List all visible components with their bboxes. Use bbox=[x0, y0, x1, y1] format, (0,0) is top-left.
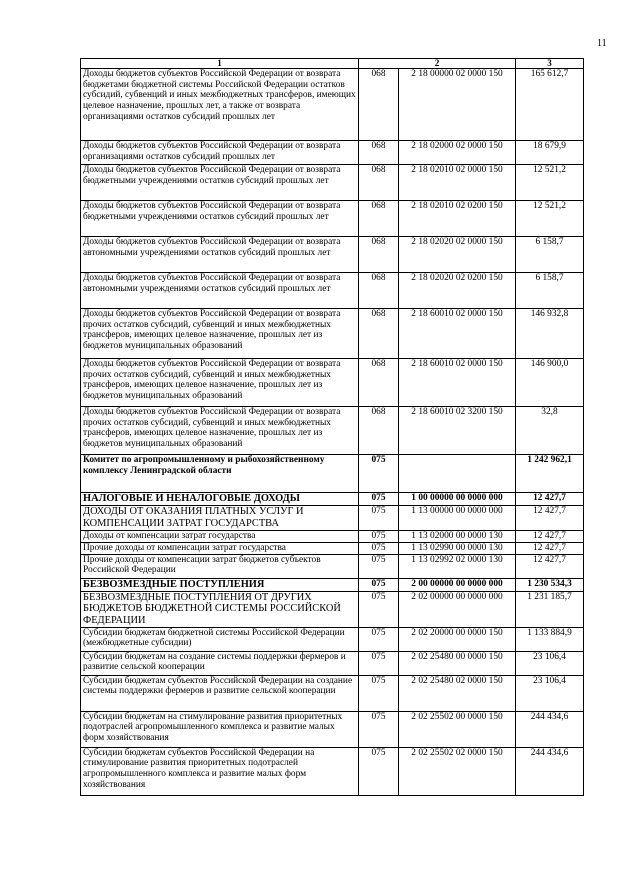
row-amount: 146 932,8 bbox=[516, 309, 584, 359]
row-amount: 12 427,7 bbox=[516, 505, 584, 530]
row-admin-code: 068 bbox=[359, 273, 399, 309]
row-name: Доходы бюджетов субъектов Российской Федерации от возврата прочих остатков субсидий, субвенций и иных межбюджетных трансферов, имеющих целевое назначение, прошлых лет из бюджетов муниципальных образований bbox=[81, 359, 359, 407]
row-classification-code: 1 13 02990 00 0000 130 bbox=[399, 542, 516, 554]
row-amount: 12 427,7 bbox=[516, 493, 584, 506]
table-row bbox=[81, 554, 584, 578]
row-name: Доходы бюджетов субъектов Российской Федерации от возврата автономными учреждениями остатков субсидий прошлых лет bbox=[81, 273, 359, 309]
table-row bbox=[81, 273, 584, 309]
row-amount: 18 679,9 bbox=[516, 141, 584, 165]
table-header-row bbox=[81, 59, 584, 69]
table-row bbox=[81, 591, 584, 627]
row-classification-code: 2 18 02020 02 0200 150 bbox=[399, 273, 516, 309]
header-col-2: 2 bbox=[359, 59, 516, 69]
row-amount: 1 242 962,1 bbox=[516, 455, 584, 493]
row-name: БЕЗВОЗМЕЗДНЫЕ ПОСТУПЛЕНИЯ bbox=[81, 578, 359, 591]
row-amount: 23 106,4 bbox=[516, 651, 584, 675]
row-name: Доходы от компенсации затрат государства bbox=[81, 530, 359, 542]
row-name: БЕЗВОЗМЕЗДНЫЕ ПОСТУПЛЕНИЯ ОТ ДРУГИХ БЮДЖЕТОВ БЮДЖЕТНОЙ СИСТЕМЫ РОССИЙСКОЙ ФЕДЕРАЦИИ bbox=[81, 591, 359, 627]
row-admin-code: 068 bbox=[359, 309, 399, 359]
row-admin-code: 068 bbox=[359, 69, 399, 141]
row-amount: 12 427,7 bbox=[516, 530, 584, 542]
row-amount: 1 230 534,3 bbox=[516, 578, 584, 591]
row-classification-code: 2 18 02020 02 0000 150 bbox=[399, 237, 516, 273]
row-name: Прочие доходы от компенсации затрат государства bbox=[81, 542, 359, 554]
row-name: Доходы бюджетов субъектов Российской Федерации от возврата бюджетными учреждениями остатков субсидий прошлых лет bbox=[81, 165, 359, 201]
row-amount: 1 133 884,9 bbox=[516, 627, 584, 651]
row-amount: 244 434,6 bbox=[516, 747, 584, 795]
row-classification-code: 2 02 25502 02 0000 150 bbox=[399, 747, 516, 795]
row-admin-code: 068 bbox=[359, 359, 399, 407]
row-classification-code: 1 13 00000 00 0000 000 bbox=[399, 505, 516, 530]
row-amount: 12 427,7 bbox=[516, 554, 584, 578]
row-name: Комитет по агропромышленному и рыбохозяйственному комплексу Ленинградской области bbox=[81, 455, 359, 493]
table-row bbox=[81, 309, 584, 359]
row-admin-code: 075 bbox=[359, 747, 399, 795]
row-classification-code: 2 02 25480 02 0000 150 bbox=[399, 675, 516, 711]
row-admin-code: 075 bbox=[359, 554, 399, 578]
row-amount: 244 434,6 bbox=[516, 711, 584, 747]
row-admin-code: 075 bbox=[359, 675, 399, 711]
row-amount: 12 427,7 bbox=[516, 542, 584, 554]
row-classification-code: 1 13 02000 00 0000 130 bbox=[399, 530, 516, 542]
row-classification-code: 2 02 20000 00 0000 150 bbox=[399, 627, 516, 651]
row-amount: 165 612,7 bbox=[516, 69, 584, 141]
row-name: Субсидии бюджетам на стимулирование развития приоритетных подотраслей агропромышленного комплекса и развитие малых форм хозяйствования bbox=[81, 711, 359, 747]
row-admin-code: 068 bbox=[359, 237, 399, 273]
row-admin-code: 075 bbox=[359, 505, 399, 530]
row-amount: 1 231 185,7 bbox=[516, 591, 584, 627]
revenue-table bbox=[80, 58, 584, 796]
row-name: Доходы бюджетов субъектов Российской Федерации от возврата бюджетными учреждениями остатков субсидий прошлых лет bbox=[81, 201, 359, 237]
row-name: Субсидии бюджетам на создание системы поддержки фермеров и развитие сельской кооперации bbox=[81, 651, 359, 675]
table-row bbox=[81, 165, 584, 201]
row-classification-code: 2 02 25502 00 0000 150 bbox=[399, 711, 516, 747]
table-row bbox=[81, 237, 584, 273]
row-admin-code: 075 bbox=[359, 530, 399, 542]
table-row bbox=[81, 747, 584, 795]
row-amount: 12 521,2 bbox=[516, 201, 584, 237]
row-admin-code: 075 bbox=[359, 578, 399, 591]
table-row bbox=[81, 407, 584, 455]
header-col-1: 1 bbox=[81, 59, 359, 69]
row-classification-code: 1 13 02992 02 0000 130 bbox=[399, 554, 516, 578]
row-amount: 32,8 bbox=[516, 407, 584, 455]
table-row bbox=[81, 455, 584, 493]
table-row bbox=[81, 542, 584, 554]
row-name: Доходы бюджетов субъектов Российской Федерации от возврата автономными учреждениями остатков субсидий прошлых лет bbox=[81, 237, 359, 273]
row-admin-code: 068 bbox=[359, 165, 399, 201]
row-classification-code: 2 02 25480 00 0000 150 bbox=[399, 651, 516, 675]
row-name: Доходы бюджетов субъектов Российской Федерации от возврата бюджетами бюджетной системы Российской Федерации остатков субсидий, субвенций и иных межбюджетных трансферов, имеющих целевое назначение, прошлых лет, а также от возврата организациями остатков субсидий прошлых лет bbox=[81, 69, 359, 141]
table-row bbox=[81, 651, 584, 675]
row-name: Доходы бюджетов субъектов Российской Федерации от возврата прочих остатков субсидий, субвенций и иных межбюджетных трансферов, имеющих целевое назначение, прошлых лет из бюджетов муниципальных образований bbox=[81, 309, 359, 359]
row-classification-code: 2 00 00000 00 0000 000 bbox=[399, 578, 516, 591]
table-row bbox=[81, 69, 584, 141]
row-admin-code: 068 bbox=[359, 407, 399, 455]
row-classification-code bbox=[399, 455, 516, 493]
row-classification-code: 2 18 60010 02 0000 150 bbox=[399, 309, 516, 359]
table-row bbox=[81, 493, 584, 506]
table-row bbox=[81, 201, 584, 237]
row-name: Субсидии бюджетам бюджетной системы Российской Федерации (межбюджетные субсидии) bbox=[81, 627, 359, 651]
page-number: 11 bbox=[597, 38, 607, 49]
row-name: Субсидии бюджетам субъектов Российской Федерации на создание системы поддержки фермеров и развитие сельской кооперации bbox=[81, 675, 359, 711]
row-name: Доходы бюджетов субъектов Российской Федерации от возврата прочих остатков субсидий, субвенций и иных межбюджетных трансферов, имеющих целевое назначение, прошлых лет из бюджетов муниципальных образований bbox=[81, 407, 359, 455]
row-admin-code: 075 bbox=[359, 711, 399, 747]
table-row bbox=[81, 141, 584, 165]
row-admin-code: 075 bbox=[359, 542, 399, 554]
table-row bbox=[81, 530, 584, 542]
row-classification-code: 2 18 02000 02 0000 150 bbox=[399, 141, 516, 165]
row-name: Прочие доходы от компенсации затрат бюджетов субъектов Российской Федерации bbox=[81, 554, 359, 578]
row-amount: 23 106,4 bbox=[516, 675, 584, 711]
table-row bbox=[81, 359, 584, 407]
row-amount: 6 158,7 bbox=[516, 273, 584, 309]
row-admin-code: 075 bbox=[359, 651, 399, 675]
row-admin-code: 075 bbox=[359, 627, 399, 651]
row-classification-code: 2 18 02010 02 0000 150 bbox=[399, 165, 516, 201]
header-col-3: 3 bbox=[516, 59, 584, 69]
row-admin-code: 075 bbox=[359, 493, 399, 506]
row-admin-code: 068 bbox=[359, 201, 399, 237]
row-admin-code: 075 bbox=[359, 591, 399, 627]
row-name: ДОХОДЫ ОТ ОКАЗАНИЯ ПЛАТНЫХ УСЛУГ И КОМПЕНСАЦИИ ЗАТРАТ ГОСУДАРСТВА bbox=[81, 505, 359, 530]
row-amount: 12 521,2 bbox=[516, 165, 584, 201]
row-classification-code: 1 00 00000 00 0000 000 bbox=[399, 493, 516, 506]
row-admin-code: 068 bbox=[359, 141, 399, 165]
table-row bbox=[81, 578, 584, 591]
row-classification-code: 2 18 60010 02 0000 150 bbox=[399, 359, 516, 407]
row-name: Доходы бюджетов субъектов Российской Федерации от возврата организациями остатков субсидий прошлых лет bbox=[81, 141, 359, 165]
row-amount: 146 900,0 bbox=[516, 359, 584, 407]
table-row bbox=[81, 627, 584, 651]
row-name: Субсидии бюджетам субъектов Российской Федерации на стимулирование развития приоритетных подотраслей агропромышленного комплекса и развитие малых форм хозяйствования bbox=[81, 747, 359, 795]
row-name: НАЛОГОВЫЕ И НЕНАЛОГОВЫЕ ДОХОДЫ bbox=[81, 493, 359, 506]
row-amount: 6 158,7 bbox=[516, 237, 584, 273]
row-classification-code: 2 18 02010 02 0200 150 bbox=[399, 201, 516, 237]
row-classification-code: 2 18 60010 02 3200 150 bbox=[399, 407, 516, 455]
table-row bbox=[81, 505, 584, 530]
table-row bbox=[81, 675, 584, 711]
row-admin-code: 075 bbox=[359, 455, 399, 493]
table-row bbox=[81, 711, 584, 747]
row-classification-code: 2 18 00000 02 0000 150 bbox=[399, 69, 516, 141]
row-classification-code: 2 02 00000 00 0000 000 bbox=[399, 591, 516, 627]
